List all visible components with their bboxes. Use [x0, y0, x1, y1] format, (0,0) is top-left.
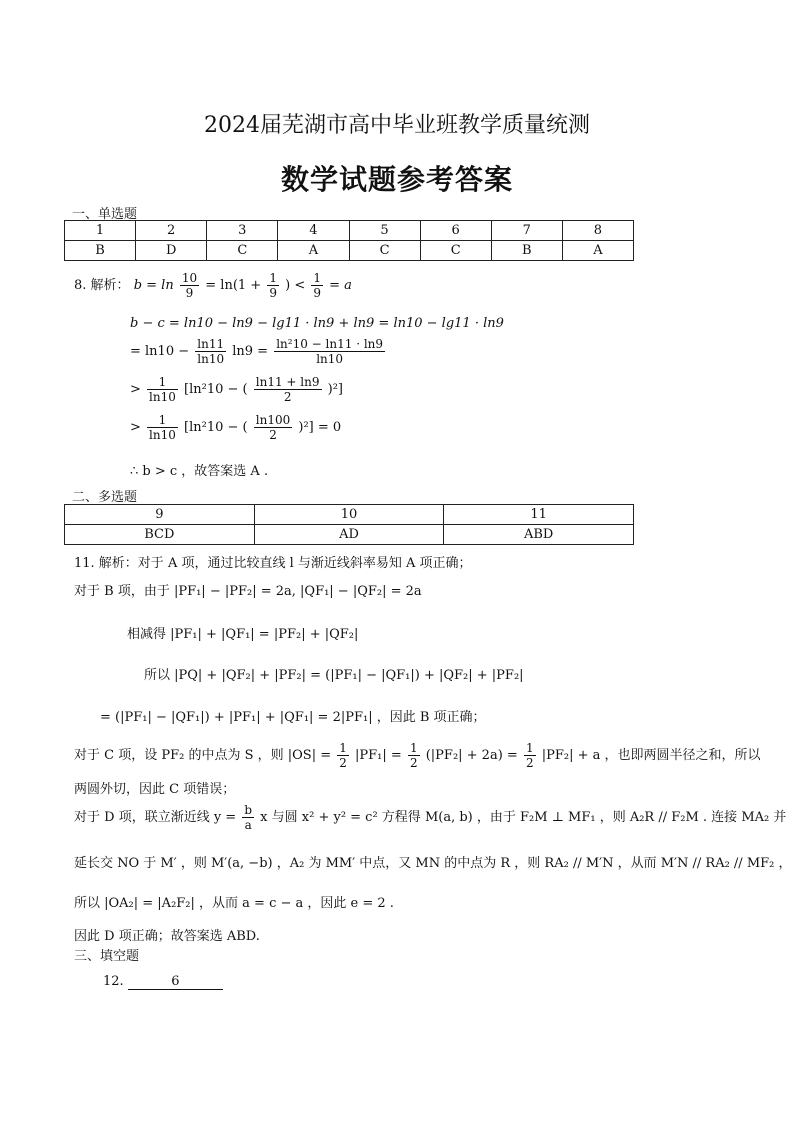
table-cell: C — [420, 241, 491, 261]
q11-c-line-1: 对于 C 项，设 PF₂ 的中点为 S ，则 |OS| = $\frac{1}{2}$ |PF₁| = $\frac{1}{2}$ (|PF₂| + 2a) = $\frac{1}{2}$ |PF₂| + a ，也即两圆半径之和，所以 — [74, 741, 761, 770]
table-cell: 6 — [420, 221, 491, 241]
table-cell: 8 — [562, 221, 633, 241]
q8-line-1 — [74, 271, 352, 300]
q8-line-2: b − c = ln10 − ln9 − lg11 · ln9 + ln9 = ln10 − lg11 · ln9 — [130, 316, 504, 331]
table-row-answers — [65, 241, 634, 261]
q8-line-4: > $\frac{1}{\ln 10}$ [ln²10 − ( $\frac{\ln 11 + \ln 9}{2}$ )²] — [130, 375, 343, 404]
fraction: $\frac{1}{9}$ — [269, 271, 277, 300]
table-cell: A — [562, 241, 633, 261]
table-cell: 5 — [349, 221, 420, 241]
q8-prefix: 8. 解析： — [74, 278, 130, 293]
fraction: $\frac{1}{\ln 10}$ — [149, 413, 176, 442]
table-cell: 10 — [254, 505, 444, 525]
document-title: 2024届芜湖市高中毕业班教学质量统测 — [204, 113, 590, 138]
q11-b-line-1: 对于 B 项，由于 |PF₁| − |PF₂| = 2a, |QF₁| − |QF₂| = 2a — [74, 584, 422, 599]
table-cell: C — [207, 241, 278, 261]
table-cell: BCD — [65, 525, 255, 545]
table-row-numbers — [65, 505, 634, 525]
math-text: = ln(1 + — [205, 278, 262, 293]
fraction: $\frac{1}{2}$ — [339, 741, 347, 770]
fraction: $\frac{\ln 11 + \ln 9}{2}$ — [255, 375, 320, 404]
fraction: $\frac{\ln 11}{\ln 10}$ — [197, 337, 225, 366]
q8-conclusion: ∴ b > c ，故答案选 A . — [130, 464, 269, 479]
table-cell: A — [278, 241, 349, 261]
math-text: = a — [329, 278, 352, 293]
q11-c-line-2: 两圆外切，因此 C 项错误； — [74, 782, 236, 797]
table-cell: 3 — [207, 221, 278, 241]
q11-d-line-3: 所以 |OA₂| = |A₂F₂| ，从而 a = c − a ，因此 e = 2 . — [74, 896, 394, 911]
table-cell: 11 — [444, 505, 634, 525]
table-cell: 9 — [65, 505, 255, 525]
table-cell: 4 — [278, 221, 349, 241]
document-subtitle: 数学试题参考答案 — [280, 163, 513, 196]
table-cell: D — [136, 241, 207, 261]
fraction: $\frac{1}{\ln 10}$ — [149, 375, 176, 404]
fraction: $\frac{1}{9}$ — [313, 271, 322, 300]
q11-b-line-2: 相减得 |PF₁| + |QF₁| = |PF₂| + |QF₂| — [127, 627, 359, 642]
table-row-numbers — [65, 221, 634, 241]
q12-answer: 6 — [128, 974, 223, 990]
q8-line-3: = ln10 − $\frac{\ln 11}{\ln 10}$ ln9 = $\frac{\text{ln²10 − ln11 · ln9}}{\ln 10}$ — [130, 337, 384, 366]
table-cell: 7 — [491, 221, 562, 241]
q12-number: 12. — [103, 974, 124, 989]
q11-d-line-1: 对于 D 项，联立渐近线 y = $\frac{b}{a}$ x 与圆 x² + y² = c² 方程得 M(a, b) ，由于 F₂M ⊥ MF₁ ，则 A₂R // F₂M . 连接 MA₂ 并 — [74, 803, 787, 832]
table-cell: AD — [254, 525, 444, 545]
table-cell: 2 — [136, 221, 207, 241]
fraction: $\frac{\ln 100}{2}$ — [255, 413, 291, 442]
q11-d-line-2: 延长交 NO 于 M′ ，则 M′(a, −b) ，A₂ 为 MM′ 中点，又 MN 的中点为 R ，则 RA₂ // M′N ，从而 M′N // RA₂ // MF₂ ， — [74, 856, 792, 871]
fraction: $\frac{b}{a}$ — [244, 803, 253, 832]
section-single-choice-label: 一、单选题 — [72, 207, 138, 222]
section-multi-choice-label: 二、多选题 — [72, 490, 138, 505]
fraction: $\frac{1}{2}$ — [525, 741, 534, 770]
q8-line-5: > $\frac{1}{\ln 10}$ [ln²10 − ( $\frac{\ln 100}{2}$ )²] = 0 — [130, 413, 342, 442]
q11-b-line-3: 所以 |PQ| + |QF₂| + |PF₂| = (|PF₁| − |QF₁|) + |QF₂| + |PF₂| — [144, 668, 524, 683]
section-fill-blank-label: 三、填空题 — [74, 949, 140, 964]
q11-d-line-4: 因此 D 项正确；故答案选 ABD. — [74, 929, 260, 944]
fraction: $\frac{10}{9}$ — [181, 271, 198, 300]
q11-intro: 11. 解析：对于 A 项，通过比较直线 l 与渐近线斜率易知 A 项正确； — [74, 556, 472, 571]
multi-choice-answer-table — [64, 504, 634, 545]
fraction: $\frac{\text{ln²10 − ln11 · ln9}}{\ln 10}$ — [276, 337, 384, 366]
single-choice-answer-table — [64, 220, 634, 261]
q12-line — [103, 974, 223, 990]
q11-b-line-4: = (|PF₁| − |QF₁|) + |PF₁| + |QF₁| = 2|PF₁| ，因此 B 项正确； — [100, 710, 486, 725]
table-cell: 1 — [65, 221, 136, 241]
math-text: ) < — [285, 278, 306, 293]
table-row-answers — [65, 525, 634, 545]
table-cell: C — [349, 241, 420, 261]
table-cell: B — [65, 241, 136, 261]
fraction: $\frac{1}{2}$ — [409, 741, 418, 770]
math-text: b = ln — [133, 278, 174, 293]
table-cell: ABD — [444, 525, 634, 545]
table-cell: B — [491, 241, 562, 261]
